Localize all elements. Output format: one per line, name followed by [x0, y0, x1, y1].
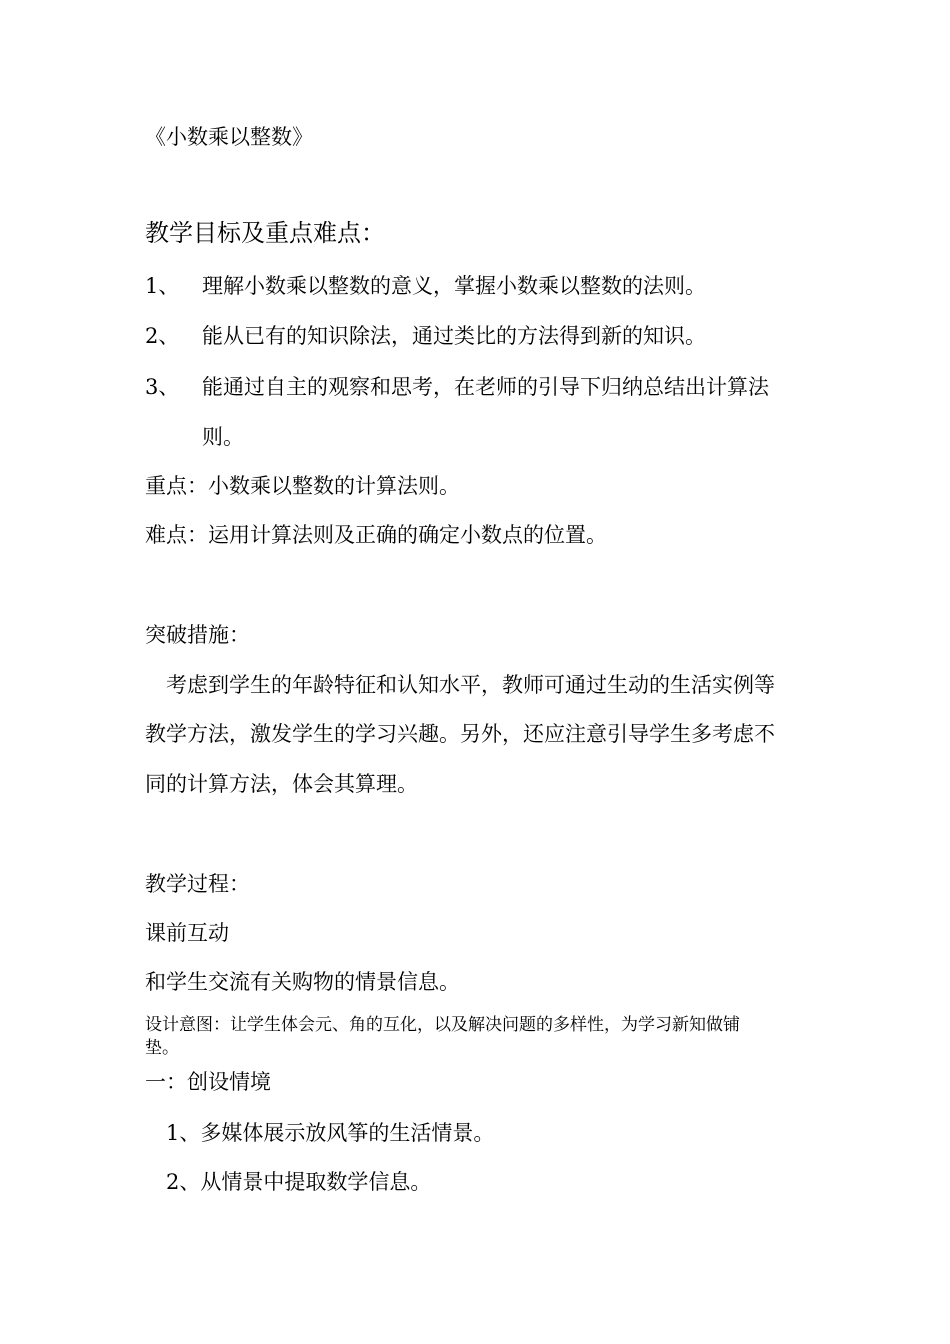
- section1-item-2: 2、从情景中提取数学信息。: [166, 1170, 432, 1194]
- section1-item-1: 1、多媒体展示放风筝的生活情景。: [166, 1121, 495, 1145]
- process-heading: 教学过程：: [145, 872, 250, 896]
- section-heading-1: 一：创设情境: [145, 1070, 271, 1094]
- measures-paragraph-line3: 同的计算方法，体会其算理。: [145, 772, 418, 796]
- objective-text-3-line2: 则。: [202, 425, 244, 449]
- difficulty: 难点：运用计算法则及正确的确定小数点的位置。: [145, 523, 607, 547]
- pre-class-text: 和学生交流有关购物的情景信息。: [145, 970, 460, 994]
- measures-paragraph-line2: 教学方法，激发学生的学习兴趣。另外，还应注意引导学生多考虑不: [145, 722, 775, 746]
- objective-text-1: 理解小数乘以整数的意义，掌握小数乘以整数的法则。: [202, 274, 706, 298]
- key-point: 重点：小数乘以整数的计算法则。: [145, 474, 460, 498]
- design-intent-line2: 垫。: [145, 1038, 179, 1058]
- measures-paragraph-line1: 考虑到学生的年龄特征和认知水平，教师可通过生动的生活实例等: [166, 673, 775, 697]
- objective-number-3: 3、: [145, 375, 180, 399]
- objective-number-2: 2、: [145, 324, 180, 348]
- design-intent-line1: 设计意图：让学生体会元、角的互化，以及解决问题的多样性，为学习新知做铺: [145, 1015, 740, 1035]
- objectives-heading: 教学目标及重点难点：: [145, 219, 385, 247]
- document-title: 《小数乘以整数》: [145, 125, 313, 149]
- measures-heading: 突破措施：: [145, 623, 250, 647]
- objective-text-2: 能从已有的知识除法，通过类比的方法得到新的知识。: [202, 324, 706, 348]
- objective-number-1: 1、: [145, 274, 180, 298]
- objective-text-3-line1: 能通过自主的观察和思考，在老师的引导下归纳总结出计算法: [202, 375, 769, 399]
- pre-class-heading: 课前互动: [145, 921, 229, 945]
